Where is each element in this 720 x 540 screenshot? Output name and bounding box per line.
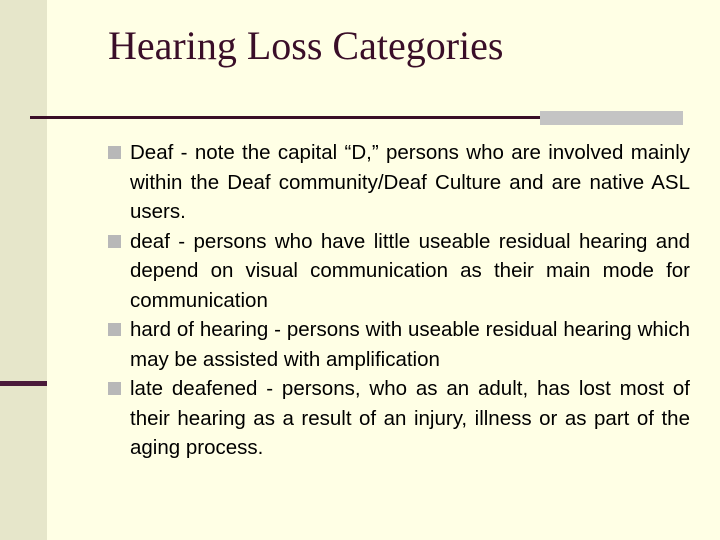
divider-accent-block (540, 111, 683, 125)
square-bullet-icon (108, 323, 121, 336)
bullet-text: Deaf - note the capital “D,” persons who are involved mainly within the Deaf community/Deaf Culture and are native ASL users. (130, 141, 690, 223)
bullet-item-hard-of-hearing (108, 315, 690, 374)
square-bullet-icon (108, 382, 121, 395)
square-bullet-icon (108, 146, 121, 159)
bullet-item-deaf-lowercase (108, 227, 690, 316)
bullet-item-deaf-capital (108, 138, 690, 227)
slide-title: Hearing Loss Categories (108, 23, 504, 68)
bullet-text: late deafened - persons, who as an adult, has lost most of their hearing as a result of an injury, illness or as part of the aging process. (130, 377, 690, 459)
bullet-text: deaf - persons who have little useable residual hearing and depend on visual communication as their main mode for communication (130, 229, 690, 312)
bullet-text: hard of hearing - persons with useable residual hearing which may be assisted with amplification (130, 318, 690, 371)
bullet-item-late-deafened (108, 374, 690, 463)
bullet-list (108, 138, 690, 463)
square-bullet-icon (108, 235, 121, 248)
left-decorative-strip (0, 0, 47, 540)
left-accent-bar (0, 381, 47, 386)
